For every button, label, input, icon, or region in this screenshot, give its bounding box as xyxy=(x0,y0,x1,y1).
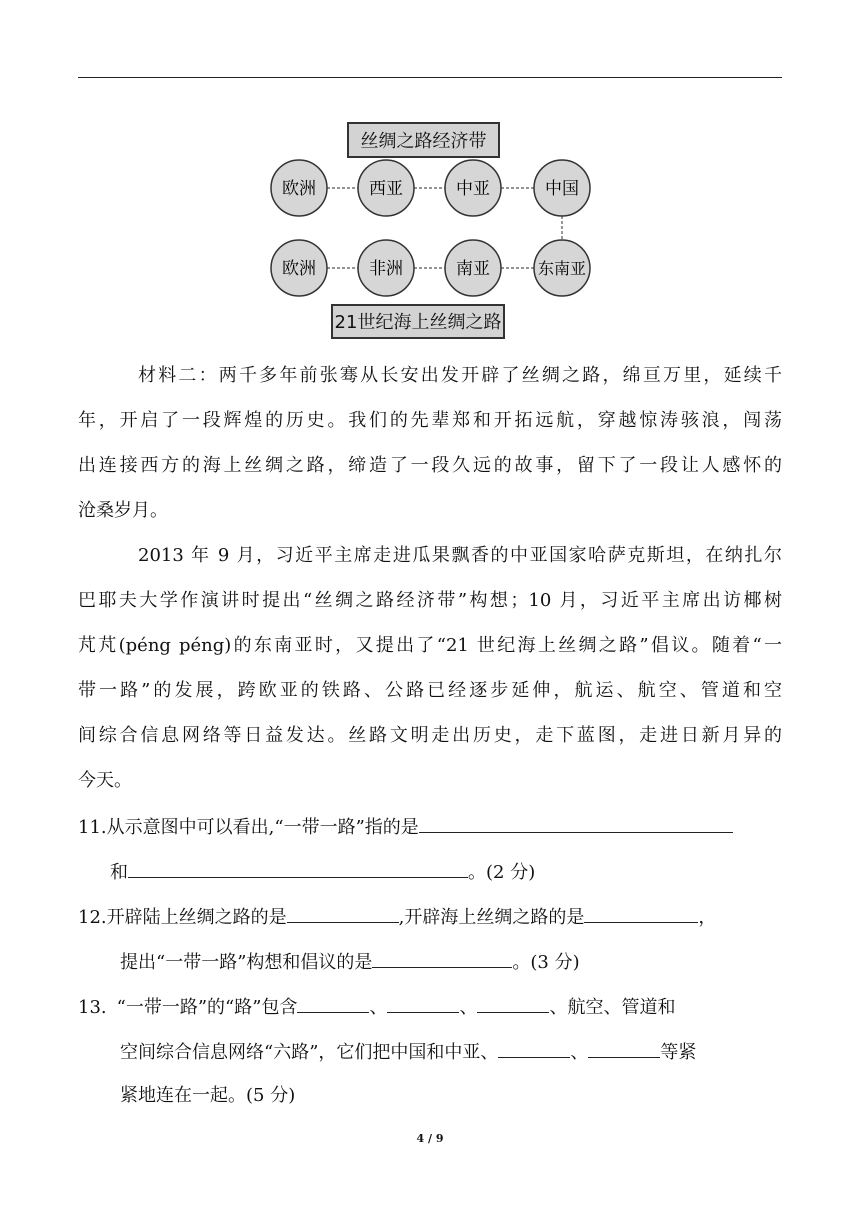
node-central-asia xyxy=(445,160,501,216)
bottom-label-box xyxy=(332,305,504,338)
answer-blank[interactable] xyxy=(297,996,369,1013)
svg-text:中亚: 中亚 xyxy=(456,179,490,199)
answer-blank[interactable] xyxy=(287,906,399,923)
svg-text:欧洲: 欧洲 xyxy=(282,179,316,199)
question-11-cont: 和 。(2 分) xyxy=(110,862,536,883)
material-line: 材料二：两千多年前张骞从长安出发开辟了丝绸之路，绵亘万里，延续千 xyxy=(138,365,782,386)
svg-text:西亚: 西亚 xyxy=(369,179,403,199)
svg-text:东南亚: 东南亚 xyxy=(537,259,587,278)
answer-blank[interactable] xyxy=(128,861,468,878)
node-china xyxy=(534,160,590,216)
node-west-asia xyxy=(358,160,414,216)
node-south-asia xyxy=(445,240,501,296)
top-label-box xyxy=(348,123,499,157)
material-line: 芃芃(péng péng)的东南亚时，又提出了“21 世纪海上丝绸之路”倡议。随着“一 xyxy=(78,635,782,656)
material-line: 2013 年 9 月，习近平主席走进瓜果飘香的中亚国家哈萨克斯坦，在纳扎尔 xyxy=(138,545,782,566)
answer-blank[interactable] xyxy=(419,816,733,833)
material-line: 年，开启了一段辉煌的历史。我们的先辈郑和开拓远航，穿越惊涛骇浪，闯荡 xyxy=(78,410,782,431)
page-number: 4 / 9 xyxy=(416,1132,444,1145)
material-line: 沧桑岁月。 xyxy=(78,500,168,521)
svg-text:中国: 中国 xyxy=(545,179,579,199)
top-label: 丝绸之路经济带 xyxy=(360,131,487,152)
node-europe-bottom xyxy=(271,240,327,296)
answer-blank[interactable] xyxy=(372,951,512,968)
node-europe-top xyxy=(271,160,327,216)
material-line: 出连接西方的海上丝绸之路，缔造了一段久远的故事，留下了一段让人感怀的 xyxy=(78,455,782,476)
node-southeast-asia xyxy=(534,240,590,296)
header-rule xyxy=(78,77,782,78)
material-line: 带一路”的发展，跨欧亚的铁路、公路已经逐步延伸，航运、航空、管道和空 xyxy=(78,680,782,701)
bottom-label: 21世纪海上丝绸之路 xyxy=(334,312,502,333)
node-africa xyxy=(358,240,414,296)
question-13-cont2: 紧地连在一起。(5 分) xyxy=(120,1085,296,1106)
question-11: 11.从示意图中可以看出,“一带一路”指的是 xyxy=(78,816,733,838)
question-12-cont: 提出“一带一路”构想和倡议的是 。(3 分) xyxy=(120,952,580,973)
svg-text:南亚: 南亚 xyxy=(456,259,490,279)
answer-blank[interactable] xyxy=(588,1041,660,1058)
answer-blank[interactable] xyxy=(387,996,459,1013)
question-13-cont: 空间综合信息网络“六路”，它们把中国和中亚、 、 等紧 xyxy=(120,1042,697,1063)
material-line: 间综合信息网络等日益发达。丝路文明走出历史，走下蓝图，走进日新月异的 xyxy=(78,725,782,746)
svg-text:非洲: 非洲 xyxy=(369,259,403,279)
svg-text:欧洲: 欧洲 xyxy=(282,259,316,279)
material-line: 巴耶夫大学作演讲时提出“丝绸之路经济带”构想；10 月，习近平主席出访椰树 xyxy=(78,590,782,611)
answer-blank[interactable] xyxy=(498,1041,570,1058)
answer-blank[interactable] xyxy=(477,996,549,1013)
answer-blank[interactable] xyxy=(584,906,698,923)
material-line: 今天。 xyxy=(78,770,132,791)
question-12: 12.开辟陆上丝绸之路的是 ,开辟海上丝绸之路的是 ， xyxy=(78,907,717,928)
question-13: 13. “一带一路”的“路”包含 、 、 、航空、管道和 xyxy=(78,997,676,1018)
silk-road-diagram xyxy=(262,118,602,340)
